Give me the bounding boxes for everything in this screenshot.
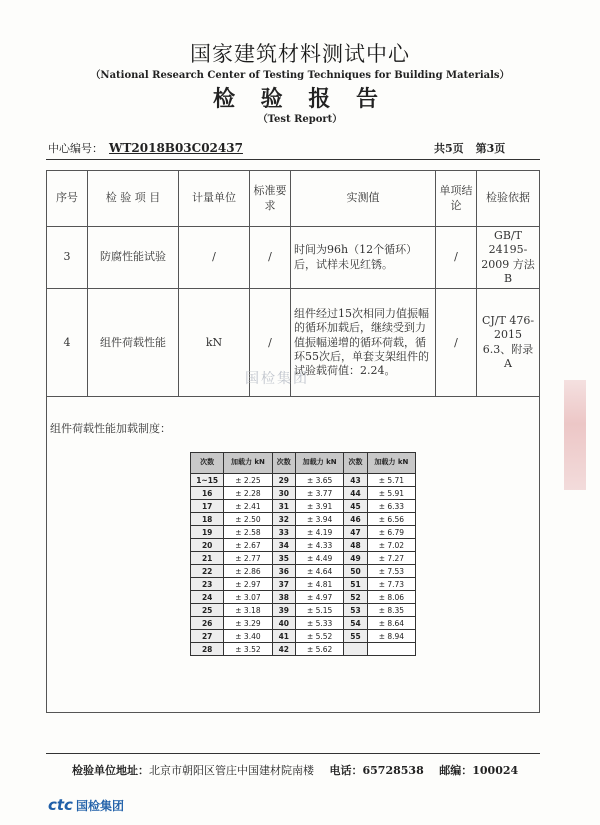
load-force-cell: ± 2.86: [224, 565, 272, 578]
load-table-row: [191, 487, 416, 500]
load-force-cell: ± 2.50: [224, 513, 272, 526]
load-force-cell: ± 3.07: [224, 591, 272, 604]
load-force-cell: ± 2.77: [224, 552, 272, 565]
load-count-cell: 31: [272, 500, 296, 513]
postcode-label: 邮编：: [439, 764, 473, 777]
load-force-cell: ± 2.28: [224, 487, 272, 500]
load-count-cell: 51: [344, 578, 368, 591]
load-count-cell: 49: [344, 552, 368, 565]
load-count-cell: [344, 643, 368, 656]
load-count-cell: 39: [272, 604, 296, 617]
brand-logo: [48, 795, 124, 814]
load-force-cell: ± 2.25: [224, 474, 272, 487]
load-count-cell: 30: [272, 487, 296, 500]
load-force-cell: ± 7.27: [367, 552, 415, 565]
center-number-value: WT2018B03C02437: [109, 141, 243, 155]
phone: 65728538: [362, 764, 424, 777]
load-table-row: [191, 617, 416, 630]
load-table-row: [191, 552, 416, 565]
load-force-cell: [367, 643, 415, 656]
row-basis: CJ/T 476-2015 6.3、附录A: [477, 289, 540, 397]
load-count-cell: 36: [272, 565, 296, 578]
load-count-cell: 40: [272, 617, 296, 630]
results-table: [46, 170, 540, 397]
row-requirement: /: [250, 289, 291, 397]
load-force-cell: ± 7.73: [367, 578, 415, 591]
load-table-row: [191, 630, 416, 643]
load-force-cell: ± 4.49: [296, 552, 344, 565]
report-title-cn: 检 验 报 告: [213, 86, 387, 112]
load-table-row: [191, 500, 416, 513]
row-item: 防腐性能试验: [88, 227, 179, 289]
load-table-body: [191, 474, 416, 656]
load-force-cell: ± 3.91: [296, 500, 344, 513]
load-count-cell: 19: [191, 526, 224, 539]
col-header: 标准要求: [250, 171, 291, 227]
col-header: 单项结论: [436, 171, 477, 227]
load-count-cell: 1~15: [191, 474, 224, 487]
col-count-header: 次数: [344, 453, 368, 474]
load-count-cell: 37: [272, 578, 296, 591]
load-table-row: [191, 578, 416, 591]
load-force-cell: ± 5.15: [296, 604, 344, 617]
header-rule: [46, 159, 540, 160]
load-count-cell: 46: [344, 513, 368, 526]
phone-label: 电话：: [329, 764, 363, 777]
row-item: 组件荷载性能: [88, 289, 179, 397]
load-count-cell: 43: [344, 474, 368, 487]
row-result: 组件经过15次相同力值振幅的循环加载后，继续受到力值振幅递增的循环荷载，循环55次后，单套支架组件的试验载荷值：2.24。: [291, 289, 436, 397]
load-force-cell: ± 2.67: [224, 539, 272, 552]
load-count-cell: 55: [344, 630, 368, 643]
load-count-cell: 33: [272, 526, 296, 539]
load-count-cell: 28: [191, 643, 224, 656]
load-force-cell: ± 6.33: [367, 500, 415, 513]
load-force-cell: ± 3.29: [224, 617, 272, 630]
load-count-cell: 41: [272, 630, 296, 643]
load-force-cell: ± 4.19: [296, 526, 344, 539]
load-force-cell: ± 2.58: [224, 526, 272, 539]
load-table-row: [191, 591, 416, 604]
load-count-cell: 53: [344, 604, 368, 617]
load-schedule-table: [190, 452, 416, 656]
load-force-cell: ± 8.35: [367, 604, 415, 617]
row-unit: kN: [179, 289, 250, 397]
load-table-row: [191, 539, 416, 552]
row-result: 时间为96h（12个循环）后，试样未见红锈。: [291, 227, 436, 289]
col-count-header: 次数: [191, 453, 224, 474]
load-force-cell: ± 3.18: [224, 604, 272, 617]
center-number-label: 中心编号：: [48, 142, 103, 155]
load-table-row: [191, 565, 416, 578]
footer-info: [72, 762, 518, 778]
load-count-cell: 47: [344, 526, 368, 539]
load-force-cell: ± 3.65: [296, 474, 344, 487]
load-count-cell: 50: [344, 565, 368, 578]
footer-rule: [46, 753, 540, 754]
watermark-text: 国检集团: [245, 371, 309, 387]
load-count-cell: 54: [344, 617, 368, 630]
col-force-header: 加载力 kN: [296, 453, 344, 474]
load-force-cell: ± 2.97: [224, 578, 272, 591]
load-force-cell: ± 8.94: [367, 630, 415, 643]
load-count-cell: 17: [191, 500, 224, 513]
col-header: 实测值: [291, 171, 436, 227]
load-table-header: [191, 453, 416, 474]
load-force-cell: ± 4.64: [296, 565, 344, 578]
load-force-cell: ± 3.52: [224, 643, 272, 656]
load-force-cell: ± 7.53: [367, 565, 415, 578]
total-pages: 共5页: [434, 142, 464, 155]
org-title-en: （National Research Center of Testing Techniques for Building Materials）: [90, 70, 510, 81]
load-force-cell: ± 3.40: [224, 630, 272, 643]
load-force-cell: ± 5.62: [296, 643, 344, 656]
col-count-header: 次数: [272, 453, 296, 474]
load-force-cell: ± 4.33: [296, 539, 344, 552]
load-force-cell: ± 2.41: [224, 500, 272, 513]
load-count-cell: 44: [344, 487, 368, 500]
load-count-cell: 16: [191, 487, 224, 500]
row-unit: /: [179, 227, 250, 289]
col-header: 序号: [47, 171, 88, 227]
load-force-cell: ± 3.77: [296, 487, 344, 500]
row-conclusion: /: [436, 289, 477, 397]
load-table-row: [191, 643, 416, 656]
page-count: [434, 140, 505, 156]
org-title-cn: 国家建筑材料测试中心: [190, 42, 410, 66]
load-force-cell: ± 5.33: [296, 617, 344, 630]
load-force-cell: ± 5.91: [367, 487, 415, 500]
load-force-cell: ± 6.56: [367, 513, 415, 526]
load-table-row: [191, 526, 416, 539]
load-table-row: [191, 474, 416, 487]
load-force-cell: ± 5.52: [296, 630, 344, 643]
current-page: 第3页: [475, 142, 506, 155]
load-count-cell: 29: [272, 474, 296, 487]
col-force-header: 加载力 kN: [224, 453, 272, 474]
brand-name: 国检集团: [75, 799, 124, 813]
load-force-cell: ± 8.64: [367, 617, 415, 630]
load-count-cell: 20: [191, 539, 224, 552]
load-count-cell: 32: [272, 513, 296, 526]
load-count-cell: 52: [344, 591, 368, 604]
load-count-cell: 23: [191, 578, 224, 591]
load-table-row: [191, 604, 416, 617]
load-schedule-caption: 组件荷载性能加载制度：: [50, 422, 171, 435]
row-basis: GB/T 24195-2009 方法B: [477, 227, 540, 289]
load-count-cell: 48: [344, 539, 368, 552]
address-label: 检验单位地址：: [72, 764, 149, 777]
table-row: [47, 227, 540, 289]
load-count-cell: 35: [272, 552, 296, 565]
col-header: 计量单位: [179, 171, 250, 227]
load-force-cell: ± 7.02: [367, 539, 415, 552]
load-force-cell: ± 8.06: [367, 591, 415, 604]
load-force-cell: ± 5.71: [367, 474, 415, 487]
load-count-cell: 22: [191, 565, 224, 578]
ctc-logo-icon: ctc: [48, 796, 73, 814]
load-count-cell: 38: [272, 591, 296, 604]
load-force-cell: ± 4.81: [296, 578, 344, 591]
col-header: 检验依据: [477, 171, 540, 227]
postcode: 100024: [472, 764, 519, 777]
report-title-en: （Test Report）: [257, 114, 343, 125]
load-count-cell: 34: [272, 539, 296, 552]
table-header-row: [47, 171, 540, 227]
load-count-cell: 26: [191, 617, 224, 630]
row-no: 4: [47, 289, 88, 397]
col-header: 检 验 项 目: [88, 171, 179, 227]
row-requirement: /: [250, 227, 291, 289]
load-force-cell: ± 3.94: [296, 513, 344, 526]
seal-edge: [564, 380, 586, 490]
load-table-row: [191, 513, 416, 526]
load-count-cell: 24: [191, 591, 224, 604]
load-count-cell: 42: [272, 643, 296, 656]
load-count-cell: 45: [344, 500, 368, 513]
col-force-header: 加载力 kN: [367, 453, 415, 474]
center-number: [48, 140, 243, 156]
load-count-cell: 18: [191, 513, 224, 526]
row-no: 3: [47, 227, 88, 289]
load-count-cell: 25: [191, 604, 224, 617]
load-count-cell: 21: [191, 552, 224, 565]
load-count-cell: 27: [191, 630, 224, 643]
row-conclusion: /: [436, 227, 477, 289]
address: 北京市朝阳区管庄中国建材院南楼: [149, 764, 314, 777]
load-force-cell: ± 4.97: [296, 591, 344, 604]
load-force-cell: ± 6.79: [367, 526, 415, 539]
